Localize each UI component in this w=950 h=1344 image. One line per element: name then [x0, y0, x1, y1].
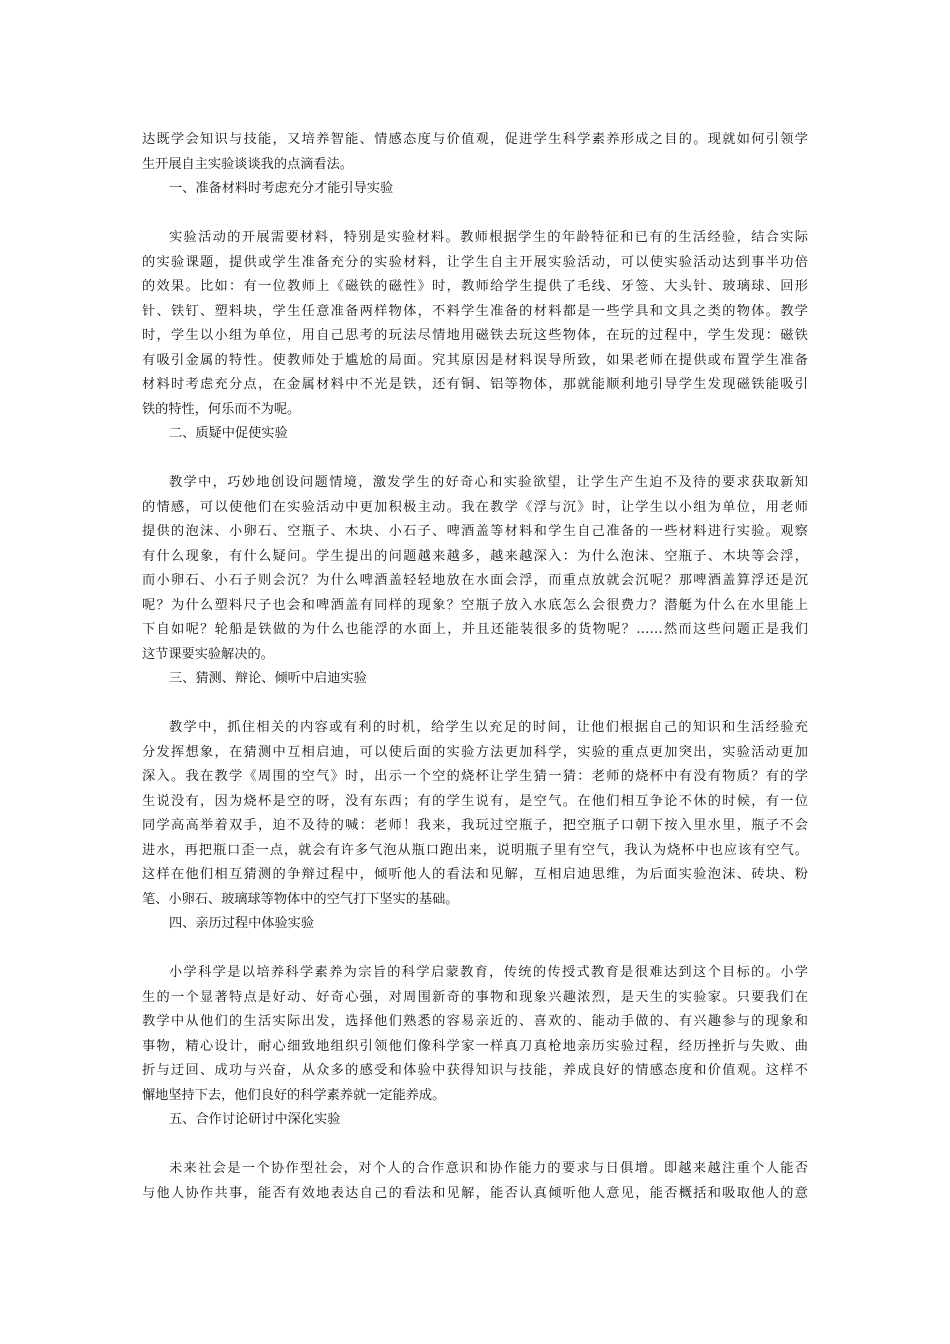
- text-line: 生的一个显著特点是好动、好奇心强，对周围新奇的事物和现象兴趣浓烈，是天生的实验家。只要我们在: [142, 989, 808, 1005]
- text-line: 有吸引金属的特性。使教师处于尴尬的局面。究其原因是材料误导所致，如果老师在提供或布置学生准备: [142, 352, 808, 368]
- text-line: 小学科学是以培养科学素养为宗旨的科学启蒙教育，传统的传授式教育是很难达到这个目标的。小学: [169, 965, 808, 980]
- text-line: 生说没有，因为烧杯是空的呀，没有东西；有的学生说有，是空气。在他们相互争论不休的时候，有一位: [142, 793, 808, 809]
- text-line: 笔、小卵石、玻璃球等物体中的空气打下坚实的基础。: [142, 891, 459, 907]
- section-heading-1: 一、准备材料时考虑充分才能引导实验: [169, 181, 394, 196]
- text-line: 提供的泡沫、小卵石、空瓶子、木块、小石子、啤酒盖等材料和学生自己准备的一些材料进行实验。观察: [142, 524, 808, 539]
- section-heading-3: 三、猜测、辩论、倾听中启迪实验: [169, 671, 367, 686]
- text-line: 同学高高举着双手，迫不及待的喊：老师！我来，我玩过空瓶子，把空瓶子口朝下按入里水里，瓶子不会: [142, 818, 808, 833]
- text-line: 进水，再把瓶口歪一点，就会有许多气泡从瓶口跑出来，说明瓶子里有空气，我认为烧杯中也应该有空气。: [142, 842, 808, 858]
- text-line: 材料时考虑充分点，在金属材料中不光是铁，还有铜、铝等物体，那就能顺利地引导学生发现磁铁能吸引: [142, 377, 808, 392]
- section-paragraph-2: [142, 471, 808, 667]
- intro-paragraph: [142, 128, 808, 177]
- blank-line: [142, 692, 808, 717]
- text-line: 针、铁钉、塑料块，学生任意准备两样物体，不料学生准备的材料都是一些学具和文具之类的物体。教学: [142, 303, 808, 319]
- text-line: 达既学会知识与技能，又培养智能、情感态度与价值观，促进学生科学素养形成之目的。现就如何引领学: [142, 132, 808, 147]
- text-line: 懈地坚持下去，他们良好的科学素养就一定能养成。: [142, 1087, 446, 1103]
- section-paragraph-1: [142, 226, 808, 422]
- text-line: 的效果。比如：有一位教师上《磁铁的磁性》时，教师给学生提供了毛线、牙签、大头针、玻璃球、回形: [142, 279, 808, 294]
- text-line: 与他人协作共事，能否有效地表达自己的看法和见解，能否认真倾听他人意见，能否概括和吸取他人的意: [142, 1185, 808, 1201]
- text-line: 而小卵石、小石子则会沉？为什么啤酒盖轻轻地放在水面会浮，而重点放就会沉呢？那啤酒盖算浮还是沉: [142, 573, 808, 588]
- text-line: 这节课要实验解决的。: [142, 646, 274, 662]
- text-line: 有什么现象，有什么疑问。学生提出的问题越来越多，越来越深入：为什么泡沫、空瓶子、木块等会浮，: [142, 548, 808, 564]
- text-line: 这样在他们相互猜测的争辩过程中，倾听他人的看法和见解，互相启迪思维，为后面实验泡沫、砖块、粉: [142, 867, 808, 882]
- text-line: 的情感，可以使他们在实验活动中更加积极主动。我在教学《浮与沉》时，让学生以小组为单位，用老师: [142, 499, 808, 515]
- section-heading-4: 四、亲历过程中体验实验: [169, 916, 315, 931]
- blank-line: [142, 447, 808, 472]
- blank-line: [142, 202, 808, 227]
- text-line: 生开展自主实验谈谈我的点滴看法。: [142, 156, 353, 172]
- text-line: 铁的特性，何乐而不为呢。: [142, 401, 301, 417]
- text-line: 呢？为什么塑料尺子也会和啤酒盖有同样的现象？空瓶子放入水底怎么会很费力？潜艇为什么在水里能上: [142, 597, 808, 613]
- text-line: 未来社会是一个协作型社会，对个人的合作意识和协作能力的要求与日俱增。即越来越注重个人能否: [169, 1161, 808, 1176]
- text-line: 教学中从他们的生活实际出发，选择他们熟悉的容易亲近的、喜欢的、能动手做的、有兴趣参与的现象和: [142, 1014, 808, 1029]
- text-line: 下自如呢？轮船是铁做的为什么也能浮的水面上，并且还能装很多的货物呢？……然而这些问题正是我们: [142, 622, 808, 637]
- text-line: 时，学生以小组为单位，用自己思考的玩法尽情地用磁铁去玩这些物体，在玩的过程中，学生发现：磁铁: [142, 328, 808, 343]
- document-page: [142, 128, 808, 1206]
- blank-line: [142, 1133, 808, 1158]
- section-paragraph-3: [142, 716, 808, 912]
- section-paragraph-4: [142, 961, 808, 1108]
- section-heading-5: 五、合作讨论研讨中深化实验: [169, 1112, 341, 1127]
- text-line: 事物，精心设计，耐心细致地组织引领他们像科学家一样真刀真枪地亲历实验过程，经历挫折与失败、曲: [142, 1038, 808, 1054]
- text-line: 深入。我在教学《周围的空气》时，出示一个空的烧杯让学生猜一猜：老师的烧杯中有没有物质？有的学: [142, 769, 808, 784]
- blank-line: [142, 937, 808, 962]
- text-line: 教学中，巧妙地创设问题情境，激发学生的好奇心和实验欲望，让学生产生迫不及待的要求获取新知: [169, 475, 808, 490]
- text-line: 分发挥想象，在猜测中互相启迪，可以使后面的实验方法更加科学，实验的重点更加突出，实验活动更加: [142, 744, 808, 760]
- section-heading-2: 二、质疑中促使实验: [169, 426, 288, 441]
- text-line: 折与迂回、成功与兴奋，从众多的感受和体验中获得知识与技能，养成良好的情感态度和价值观。这样不: [142, 1063, 808, 1078]
- section-paragraph-5: [142, 1157, 808, 1206]
- text-line: 教学中，抓住相关的内容或有利的时机，给学生以充足的时间，让他们根据自己的知识和生活经验充: [169, 720, 808, 735]
- text-line: 实验活动的开展需要材料，特别是实验材料。教师根据学生的年龄特征和已有的生活经验，结合实际: [169, 230, 808, 245]
- text-line: 的实验课题，提供或学生准备充分的实验材料，让学生自主开展实验活动，可以使实验活动达到事半功倍: [142, 254, 808, 270]
